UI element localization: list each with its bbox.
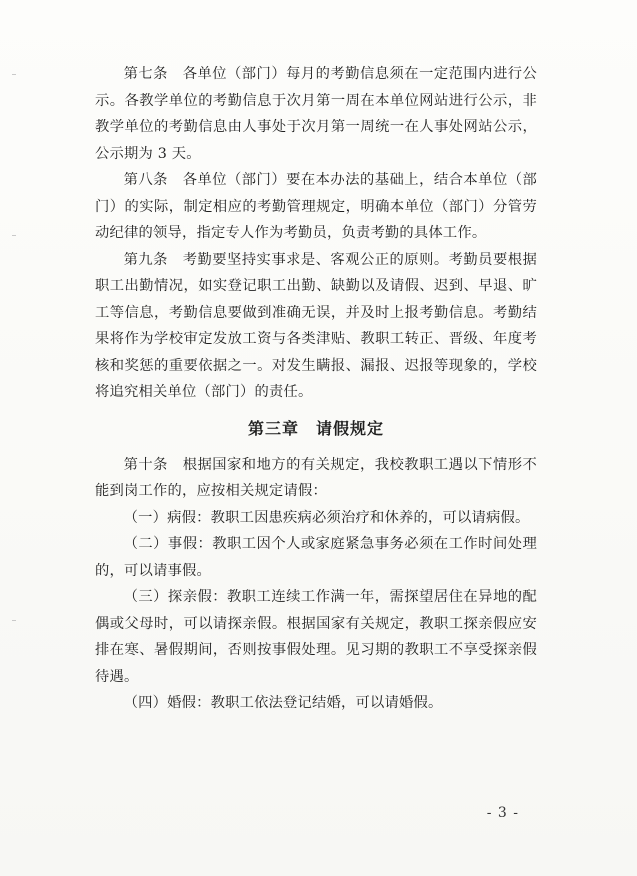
page-number: - 3 -: [486, 805, 519, 821]
personal-leave-item: （二）事假：教职工因个人或家庭紧急事务必须在工作时间处理的，可以请事假。: [95, 536, 537, 579]
marriage-leave-item: （四）婚假：教职工依法登记结婚，可以请婚假。: [123, 695, 443, 711]
article-8-paragraph: 第八条 各单位（部门）要在本办法的基础上，结合本单位（部门）的实际，制定相应的考勤管理规定，明确本单位（部门）分管劳动纪律的领导，指定专人作为考勤员，负责考勤的具体工作。: [95, 172, 537, 241]
article-10-paragraph: 第十条 根据国家和地方的有关规定，我校教职工遇以下情形不能到岗工作的，应按相关规定请假：: [95, 456, 537, 499]
scan-mark: [12, 620, 16, 621]
document-body: [95, 61, 537, 717]
article-7-paragraph: 第七条 各单位（部门）每月的考勤信息须在一定范围内进行公示。各教学单位的考勤信息于次月第一周在本单位网站进行公示，非教学单位的考勤信息由人事处于次月第一周统一在人事处网站公示，公示期为 3 天。: [95, 66, 537, 162]
scan-mark: [12, 235, 16, 236]
scan-mark: [12, 74, 16, 75]
family-visit-leave-item: （三）探亲假：教职工连续工作满一年，需探望居住在异地的配偶或父母时，可以请探亲假。根据国家有关规定，教职工探亲假应安排在寒、暑假期间，否则按事假处理。见习期的教职工不享受探亲假待遇。: [95, 589, 537, 685]
article-9-paragraph: 第九条 考勤要坚持实事求是、客观公正的原则。考勤员要根据职工出勤情况，如实登记职工出勤、缺勤以及请假、迟到、早退、旷工等信息，考勤信息要做到准确无误，并及时上报考勤信息。考勤结果将作为学校审定发放工资与各类津贴、教职工转正、晋级、年度考核和奖惩的重要依据之一。对发生瞒报、漏报、迟报等现象的，学校将追究相关单位（部门）的责任。: [95, 251, 537, 400]
sick-leave-item: （一）病假：教职工因患疾病必须治疗和休养的，可以请病假。: [123, 509, 530, 526]
chapter-title: 第三章 请假规定: [247, 418, 384, 438]
